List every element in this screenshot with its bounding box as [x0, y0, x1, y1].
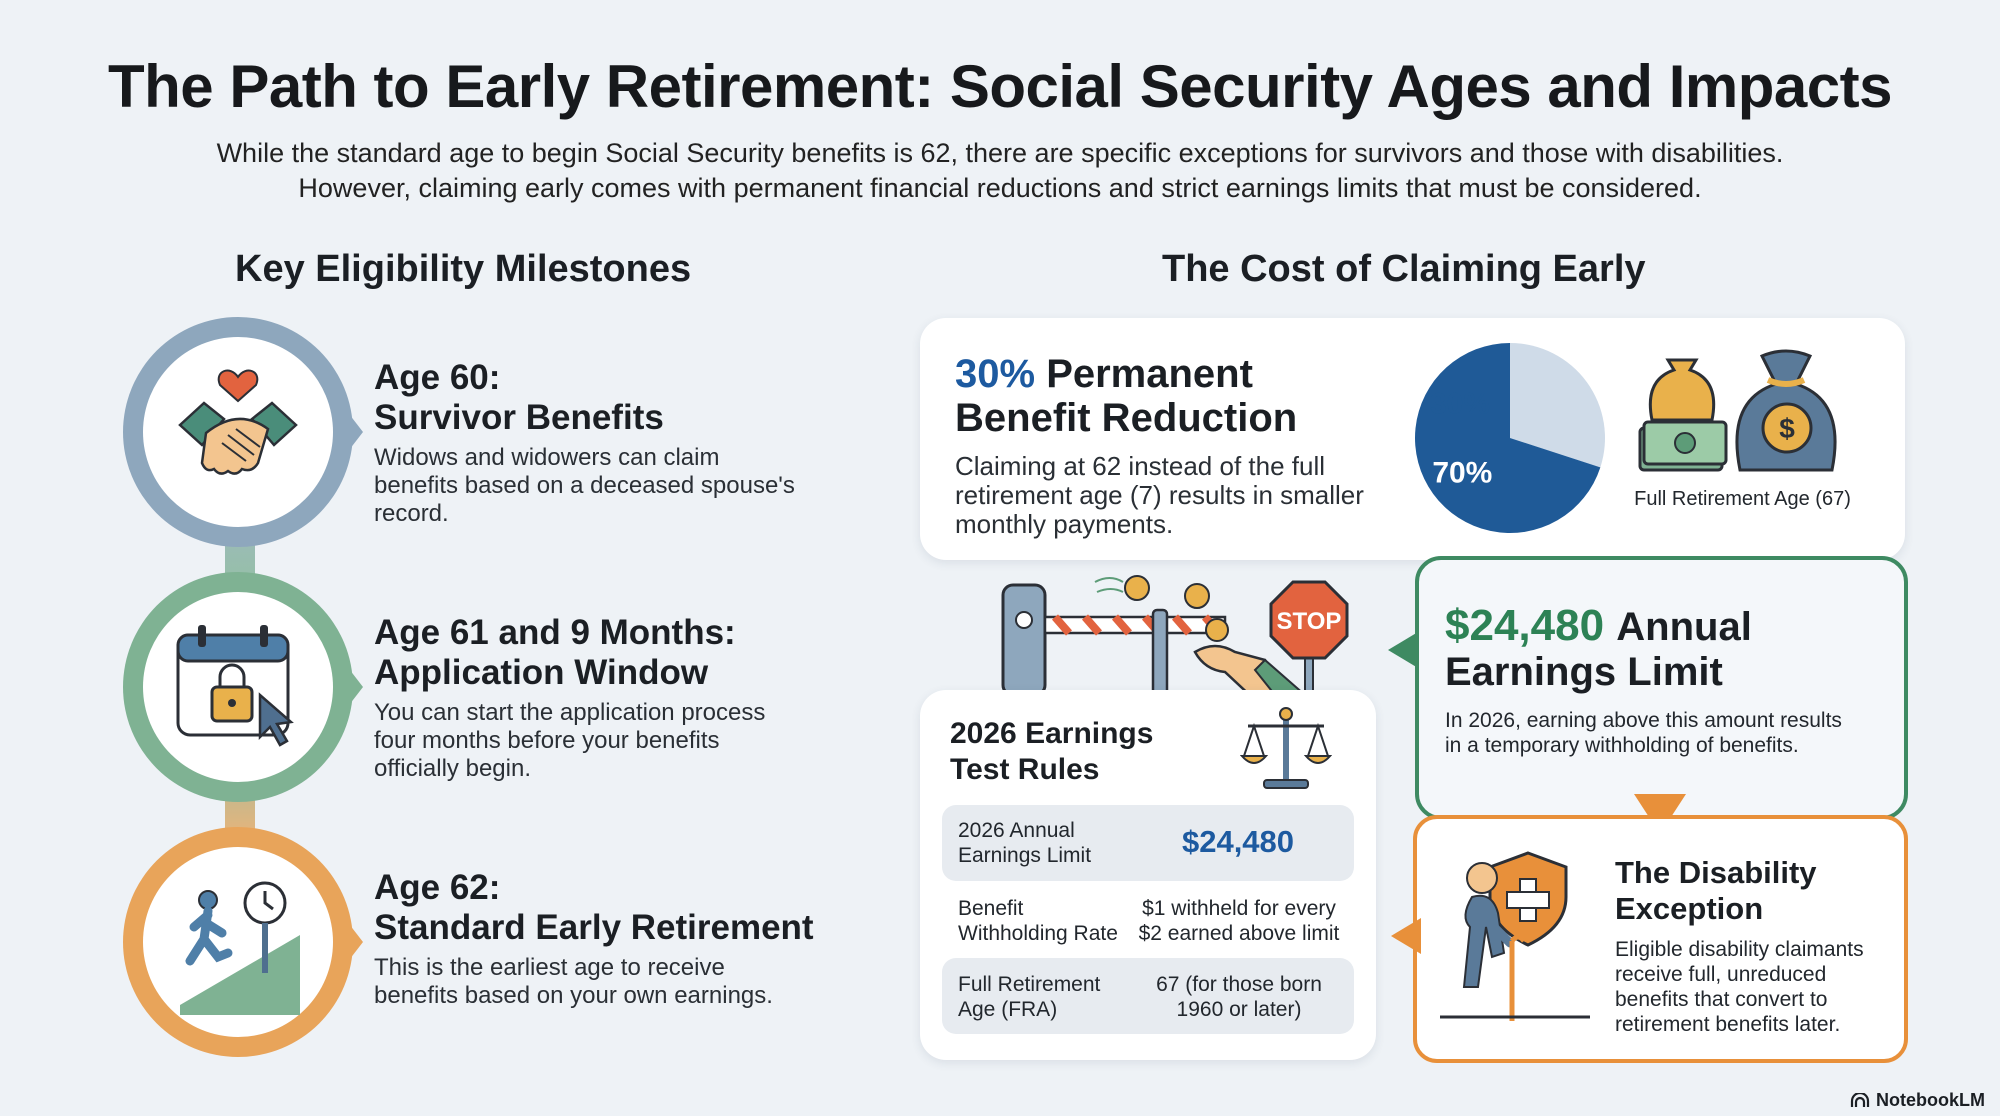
- milestone-2: [374, 613, 834, 783]
- rules-row-value-line: 67 (for those born: [1156, 973, 1322, 996]
- scale-icon: [1240, 706, 1332, 792]
- milestone-3-desc-line: benefits based on your own earnings.: [374, 982, 773, 1009]
- milestone-2-desc-line: four months before your benefits: [374, 727, 720, 754]
- milestone-3-age: Age 62:: [374, 868, 501, 907]
- pie-label-30pct: 30%: [1429, 387, 1490, 421]
- page-subtitle: [150, 136, 1850, 206]
- subtitle-line-2: However, claiming early comes with permanent financial reductions and strict earnings limits that must be considered.: [298, 173, 1702, 203]
- earnings-limit-desc: [1445, 708, 1885, 758]
- milestone-3: [374, 868, 834, 1010]
- earnings-limit-pointer: [1380, 630, 1420, 670]
- milestone-2-badge: [123, 572, 363, 802]
- rules-row-label-line: Benefit: [958, 897, 1024, 920]
- milestone-1-desc-line: Widows and widowers can claim: [374, 444, 720, 471]
- rules-title-line: 2026 Earnings: [950, 717, 1154, 750]
- milestone-1-name: Survivor Benefits: [374, 398, 664, 437]
- rules-row-2-value: [1128, 896, 1350, 946]
- reduction-desc: [955, 452, 1395, 539]
- disability-desc: [1615, 937, 1885, 1037]
- rules-row-1-value: $24,480: [1181, 824, 1295, 859]
- milestone-3-name: Standard Early Retirement: [374, 908, 814, 947]
- disability-desc-line: Eligible disability claimants: [1615, 938, 1864, 961]
- milestone-3-badge: [123, 827, 363, 1057]
- disability-pointer: [1387, 916, 1423, 956]
- rules-title: [950, 716, 1210, 788]
- earnings-limit-desc-line: in a temporary withholding of benefits.: [1445, 734, 1799, 757]
- rules-row-3-value: [1128, 972, 1350, 1022]
- disability-title-line: Exception: [1615, 891, 1764, 926]
- calendar-lock-icon: [178, 625, 291, 745]
- footer-brand-name: NotebookLM: [1876, 1090, 1985, 1110]
- stop-sign-text: STOP: [1276, 608, 1342, 635]
- earnings-limit-text: [1445, 603, 1885, 758]
- disability-illustration: [1432, 845, 1602, 1025]
- reduction-desc-line: retirement age (7) results in smaller: [955, 480, 1364, 510]
- rules-row-label-line: 2026 Annual: [958, 819, 1075, 842]
- milestone-timeline: [110, 315, 370, 1075]
- milestone-3-desc: [374, 954, 834, 1010]
- rules-row-2-label: [958, 896, 1138, 946]
- earnings-limit-title-line2: Earnings Limit: [1445, 650, 1723, 694]
- notebooklm-logo-icon: [1850, 1093, 1870, 1109]
- rules-row-1-label: [958, 818, 1138, 868]
- rules-row-value-line: 1960 or later): [1176, 998, 1302, 1021]
- reduction-title-line2: Benefit Reduction: [955, 396, 1298, 440]
- milestone-2-desc-line: You can start the application process: [374, 699, 766, 726]
- reduction-desc-line: Claiming at 62 instead of the full: [955, 451, 1325, 481]
- milestone-1-desc-line: benefits based on a deceased spouse's: [374, 472, 795, 499]
- earnings-gate-illustration: [985, 560, 1355, 695]
- rules-row-3-label: [958, 972, 1138, 1022]
- disability-desc-line: receive full, unreduced: [1615, 963, 1827, 986]
- footer-brand: [1850, 1090, 1985, 1111]
- pie-label-70pct: 70%: [1432, 456, 1493, 490]
- cost-heading: The Cost of Claiming Early: [1162, 248, 1646, 290]
- milestone-1-badge: [123, 317, 363, 547]
- rules-title-line: Test Rules: [950, 753, 1100, 786]
- milestone-1-desc: [374, 444, 834, 528]
- money-bags-icon: [1630, 330, 1860, 480]
- milestone-1-age: Age 60:: [374, 358, 501, 397]
- rules-row-label-line: Full Retirement: [958, 973, 1101, 996]
- small-money-bag-icon: [1640, 360, 1726, 470]
- disability-desc-line: retirement benefits later.: [1615, 1013, 1841, 1036]
- earnings-limit-title: Annual: [1616, 605, 1752, 649]
- reduction-title: Permanent: [1046, 352, 1253, 396]
- milestone-1-desc-line: record.: [374, 500, 449, 527]
- milestone-2-desc-line: officially begin.: [374, 755, 531, 782]
- reduction-text: [955, 352, 1395, 539]
- disability-desc-line: benefits that convert to: [1615, 988, 1828, 1011]
- subtitle-line-1: While the standard age to begin Social Security benefits is 62, there are specific exceptions for survivors and those with disabilities.: [216, 138, 1784, 168]
- milestone-2-desc: [374, 699, 834, 783]
- disability-title: [1615, 855, 1885, 927]
- rules-row-label-line: Withholding Rate: [958, 922, 1118, 945]
- disability-title-line: The Disability: [1615, 855, 1817, 890]
- earnings-limit-desc-line: In 2026, earning above this amount results: [1445, 709, 1842, 732]
- reduction-pie-chart: [1410, 338, 1610, 538]
- milestone-2-name: Application Window: [374, 653, 709, 692]
- large-money-bag-icon: [1737, 351, 1835, 470]
- svg-text:$: $: [1779, 413, 1795, 444]
- reduction-desc-line: monthly payments.: [955, 509, 1174, 539]
- earnings-limit-amount: $24,480: [1445, 601, 1605, 650]
- rules-row-value-line: $1 withheld for every: [1142, 897, 1336, 920]
- rules-row-label-line: Earnings Limit: [958, 844, 1092, 867]
- disability-text: [1615, 855, 1885, 1037]
- rules-row-label-line: Age (FRA): [958, 998, 1058, 1021]
- page-title: The Path to Early Retirement: Social Security Ages and Impacts: [108, 53, 1892, 120]
- milestone-2-age: Age 61 and 9 Months:: [374, 613, 736, 652]
- milestone-1: [374, 358, 834, 528]
- money-bag-caption: Full Retirement Age (67): [1634, 488, 1851, 510]
- milestones-heading: Key Eligibility Milestones: [235, 248, 692, 290]
- rules-row-value-line: $2 earned above limit: [1138, 922, 1340, 945]
- milestone-3-desc-line: This is the earliest age to receive: [374, 954, 725, 981]
- reduction-pct: 30%: [955, 352, 1036, 396]
